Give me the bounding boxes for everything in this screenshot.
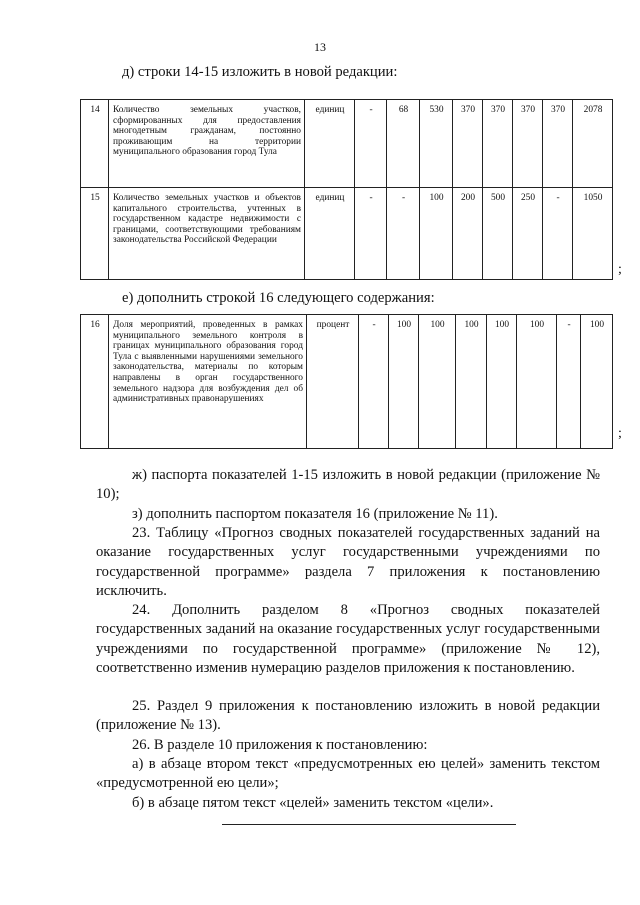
paragraph-z: з) дополнить паспортом показателя 16 (приложение № 11). [132,506,498,522]
value-cell: 370 [453,100,483,188]
value-cell: 370 [513,100,543,188]
section-d-heading: д) строки 14-15 изложить в новой редакции: [122,64,398,80]
semicolon: ; [618,262,622,277]
value-cell: 100 [420,188,453,280]
value-cell: 370 [543,100,573,188]
paragraph-b: б) в абзаце пятом текст «целей» заменить текстом «цели». [132,795,494,811]
section-e-heading: е) дополнить строкой 16 следующего содержания: [122,290,435,306]
value-cell: 100 [581,315,613,449]
value-cell: - [387,188,420,280]
table-row [81,100,613,188]
indicator-description: Количество земельных участков, сформированных для предоставления многодетным гражданам, постоянно проживающим на территории муниципального образования город Тула [109,100,305,188]
paragraph-24: 24. Дополнить разделом 8 «Прогноз сводных показателей государственных заданий на оказание государственных услуг государственными учреждениями по государственной программе» (приложение № 12), соответственно изменив нумерацию разделов приложения к постановлению. [96,602,600,677]
value-cell: 200 [453,188,483,280]
value-cell: 370 [483,100,513,188]
value-cell: 2078 [573,100,613,188]
unit-cell: единиц [305,100,355,188]
table-row [81,315,613,449]
unit-cell: процент [307,315,359,449]
value-cell: 100 [456,315,487,449]
value-cell: 68 [387,100,420,188]
indicator-description: Количество земельных участков и объектов капитального строительства, учтенных в государственном кадастре недвижимости с границами, соответствующими требованиям законодательства Российской Федерации [109,188,305,280]
row-number: 16 [81,315,109,449]
value-cell: 530 [420,100,453,188]
paragraph-25: 25. Раздел 9 приложения к постановлению изложить в новой редакции (приложение № 13). [96,698,600,734]
indicators-table-row-16 [80,314,613,449]
value-cell: - [543,188,573,280]
value-cell: - [355,100,387,188]
value-cell: 250 [513,188,543,280]
value-cell: - [359,315,389,449]
indicator-description: Доля мероприятий, проведенных в рамках муниципального земельного контроля в границах муниципального образования город Тула с выявленными нарушениями земельного законодательства, материалы по которым направлены в орган государственного земельного надзора для возбуждения дел об административных правонарушениях [109,315,307,449]
value-cell: 500 [483,188,513,280]
table-row [81,188,613,280]
value-cell: 100 [517,315,557,449]
value-cell: 1050 [573,188,613,280]
indicators-table-rows-14-15 [80,99,613,280]
value-cell: 100 [389,315,419,449]
paragraph-a: а) в абзаце втором текст «предусмотренных ею целей» заменить текстом «предусмотренной ею цели»; [96,756,600,792]
paragraph-26: 26. В разделе 10 приложения к постановлению: [132,737,428,753]
page-number: 13 [314,40,326,54]
value-cell: 100 [487,315,517,449]
separator-line [222,824,516,825]
row-number: 15 [81,188,109,280]
value-cell: 100 [419,315,456,449]
value-cell: - [557,315,581,449]
paragraph-zh: ж) паспорта показателей 1-15 изложить в новой редакции (приложение № 10); [96,467,600,503]
semicolon: ; [618,426,622,441]
paragraph-23: 23. Таблицу «Прогноз сводных показателей государственных заданий на оказание государственных услуг государственными учреждениями по государственной программе» раздела 7 приложения к постановлению исключить. [96,525,600,600]
value-cell: - [355,188,387,280]
row-number: 14 [81,100,109,188]
unit-cell: единиц [305,188,355,280]
